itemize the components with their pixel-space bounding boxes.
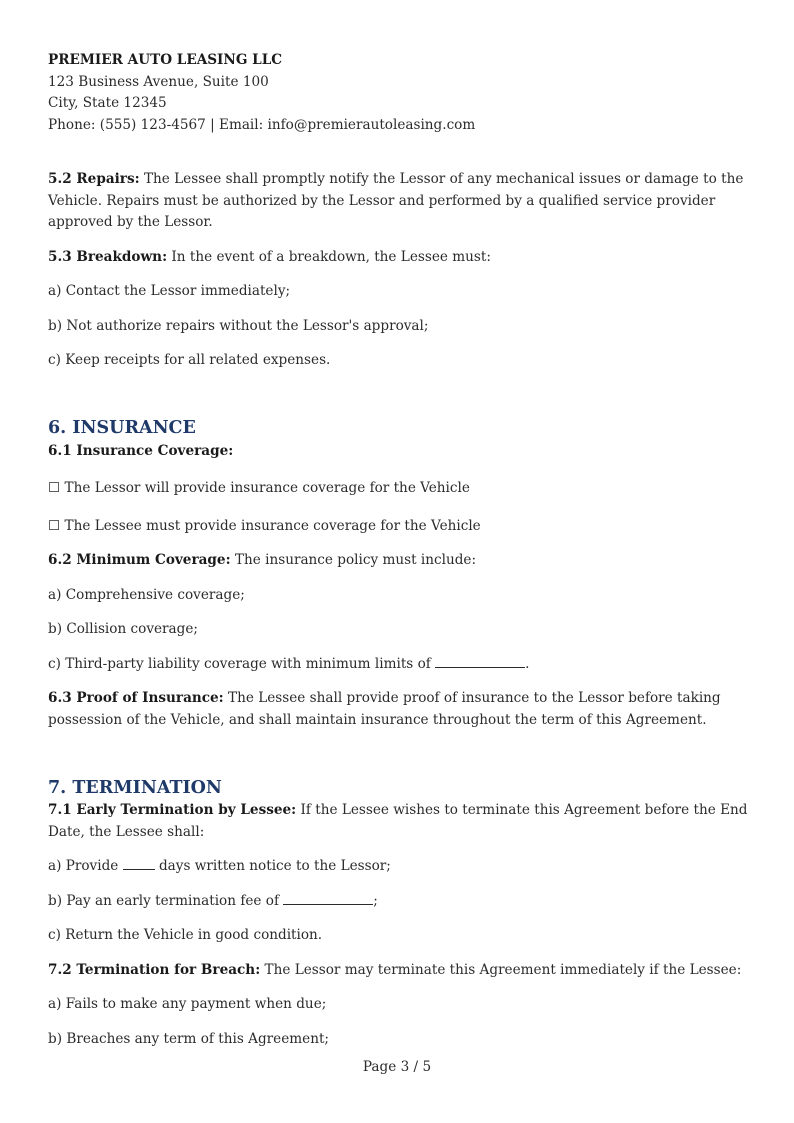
clause-text: The Lessee shall provide proof of insurance to the Lessor before taking possession of the Vehicle, and shall maintain insurance throughout the term of this Agreement.	[48, 690, 721, 728]
list-item-liability-limits	[48, 654, 748, 676]
clause-label: 7.2 Termination for Breach:	[48, 961, 261, 978]
list-item-text: a) Provide	[48, 858, 123, 874]
address-line-2: City, State 12345	[48, 95, 167, 111]
section-heading-insurance: 6. INSURANCE	[48, 417, 196, 438]
list-item: a) Comprehensive coverage;	[48, 586, 245, 603]
company-header	[48, 50, 748, 136]
clause-5-3-breakdown	[48, 247, 748, 269]
address-line-1: 123 Business Avenue, Suite 100	[48, 73, 269, 90]
clause-6-3-proof	[48, 688, 748, 731]
list-item: a) Fails to make any payment when due;	[48, 996, 327, 1012]
list-item-text: days written notice to the Lessor;	[154, 858, 391, 874]
checkbox-icon[interactable]: ☐	[48, 517, 61, 534]
list-item-text: .	[525, 655, 530, 672]
clause-5-2-repairs	[48, 169, 748, 234]
clause-text: In the event of a breakdown, the Lessee must:	[167, 248, 491, 265]
document-page	[48, 50, 748, 1050]
clause-6-1-coverage	[48, 441, 748, 463]
clause-6-2-minimum	[48, 550, 748, 572]
list-item: b) Not authorize repairs without the Lessor's approval;	[48, 317, 429, 334]
clause-text: The Lessee shall promptly notify the Lessor of any mechanical issues or damage to the Vehicle. Repairs must be authorized by the Lessor and performed by a qualified service provider approved by the Lessor.	[48, 171, 744, 230]
list-item-text: c) Third-party liability coverage with minimum limits of	[48, 655, 436, 672]
clause-label: 5.2 Repairs:	[48, 171, 140, 187]
clause-label: 6.2 Minimum Coverage:	[48, 552, 231, 568]
clause-7-2-breach	[48, 960, 748, 982]
blank-termination-fee[interactable]	[283, 891, 373, 905]
clause-label: 5.3 Breakdown:	[48, 248, 168, 265]
clause-label: 6.1 Insurance Coverage:	[48, 442, 234, 459]
clause-7-1-early-termination	[48, 800, 748, 843]
clause-text: If the Lessee wishes to terminate this Agreement before the End Date, the Lessee shall:	[48, 802, 748, 840]
blank-liability-limit[interactable]	[435, 654, 525, 668]
checkbox-option-lessor	[48, 478, 748, 500]
checkbox-icon[interactable]: ☐	[48, 480, 61, 496]
clause-label: 7.1 Early Termination by Lessee:	[48, 802, 297, 818]
list-item-notice	[48, 856, 748, 878]
contact-line: Phone: (555) 123-4567 | Email: info@premierautoleasing.com	[48, 116, 476, 133]
section-heading-termination: 7. TERMINATION	[48, 778, 222, 798]
checkbox-label: The Lessee must provide insurance coverage for the Vehicle	[60, 517, 481, 534]
list-item: c) Keep receipts for all related expenses.	[48, 352, 331, 368]
list-item-text: b) Pay an early termination fee of	[48, 892, 284, 909]
list-item: a) Contact the Lessor immediately;	[48, 283, 291, 299]
list-item-text: ;	[373, 892, 378, 909]
clause-text: The insurance policy must include:	[230, 552, 477, 568]
list-item: b) Collision coverage;	[48, 621, 198, 637]
clause-text: The Lessor may terminate this Agreement immediately if the Lessee:	[260, 961, 742, 978]
checkbox-option-lessee	[48, 516, 748, 538]
list-item-fee	[48, 891, 748, 913]
page-number: Page 3 / 5	[362, 1059, 432, 1075]
checkbox-label: The Lessor will provide insurance coverage for the Vehicle	[60, 480, 470, 496]
blank-notice-days[interactable]	[123, 856, 155, 870]
clause-label: 6.3 Proof of Insurance:	[48, 690, 224, 706]
list-item: b) Breaches any term of this Agreement;	[48, 1030, 329, 1047]
list-item: c) Return the Vehicle in good condition.	[48, 927, 323, 943]
company-name: PREMIER AUTO LEASING LLC	[48, 52, 283, 68]
